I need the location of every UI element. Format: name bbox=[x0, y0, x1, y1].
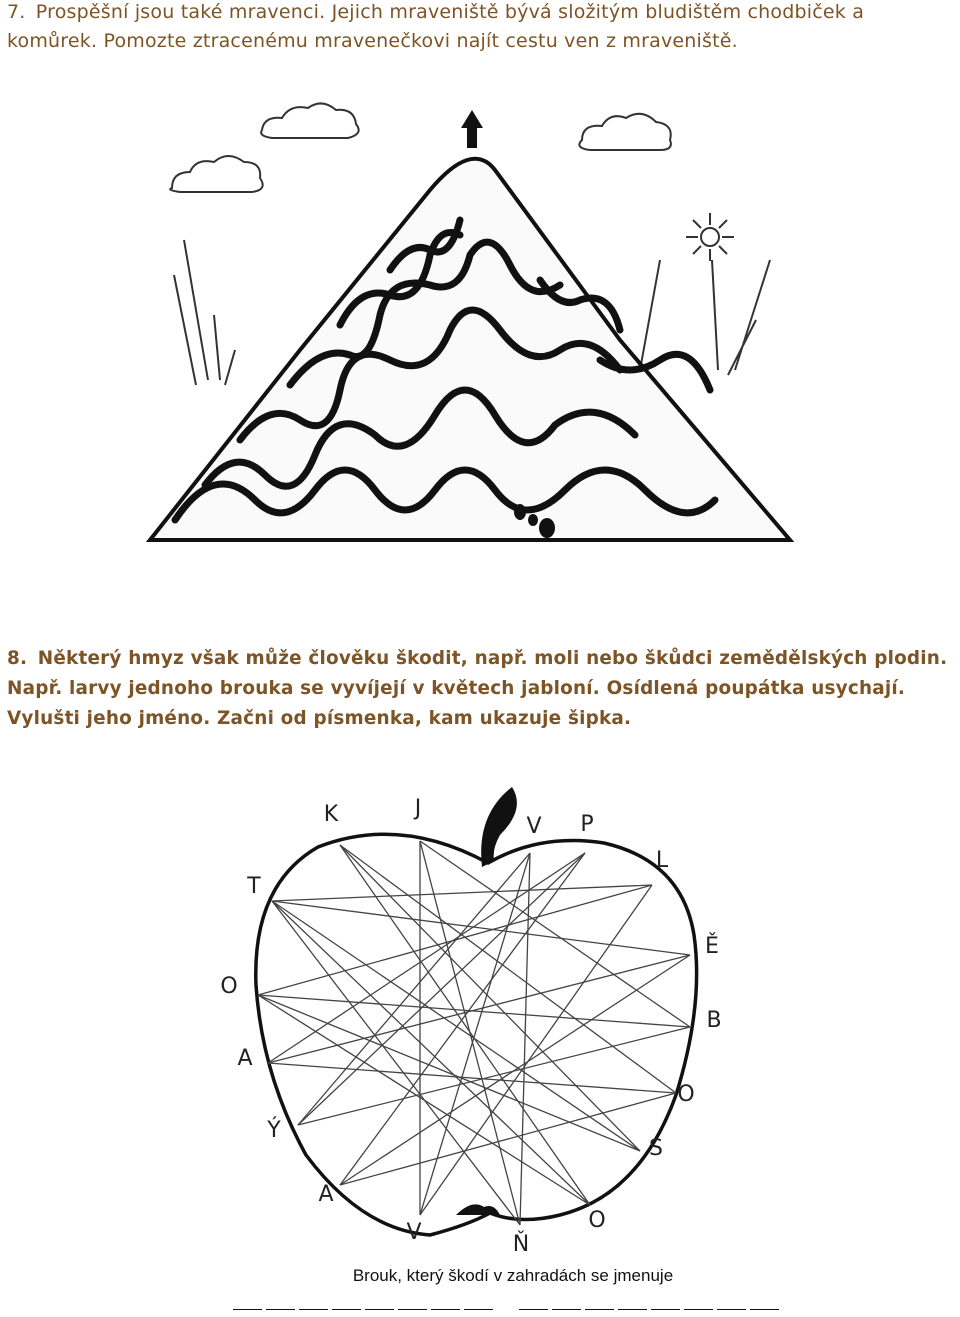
ant-maze-illustration bbox=[0, 100, 960, 570]
task-8-body: Některý hmyz však může člověku škodit, např. moli nebo škůdci zemědělských plodin. Např. larvy jednoho brouka se vyvíjejí v květech jabloní. Osídlená poupátka usychají. Vylušti jeho jméno. Začni od písmenka, kam ukazuje šipka. bbox=[7, 648, 948, 729]
cloud-icon bbox=[170, 156, 262, 192]
puzzle-line bbox=[520, 853, 530, 1225]
puzzle-line bbox=[258, 885, 652, 995]
answer-blank[interactable] bbox=[750, 1309, 779, 1310]
puzzle-line bbox=[258, 995, 640, 1151]
cloud-icon bbox=[261, 103, 359, 138]
answer-blank[interactable] bbox=[299, 1309, 328, 1310]
puzzle-letter: T bbox=[247, 874, 261, 899]
puzzle-letter: L bbox=[655, 848, 669, 873]
answer-blank[interactable] bbox=[365, 1309, 394, 1310]
puzzle-line bbox=[272, 901, 690, 955]
task-7-number: 7. bbox=[7, 1, 26, 23]
answer-blank[interactable] bbox=[464, 1309, 493, 1310]
answer-blank[interactable] bbox=[552, 1309, 581, 1310]
answer-blank[interactable] bbox=[684, 1309, 713, 1310]
puzzle-line bbox=[340, 853, 585, 1185]
puzzle-letter: P bbox=[580, 812, 594, 837]
puzzle-letter: O bbox=[588, 1208, 606, 1233]
puzzle-letter: O bbox=[220, 974, 238, 999]
puzzle-line bbox=[340, 1093, 676, 1185]
answer-blank[interactable] bbox=[398, 1309, 427, 1310]
puzzle-letter: S bbox=[649, 1136, 663, 1161]
apple-outline bbox=[256, 834, 697, 1235]
answer-blank[interactable] bbox=[431, 1309, 460, 1310]
answer-label: Brouk, který škodí v zahradách se jmenuje bbox=[352, 1266, 674, 1285]
task-8-text bbox=[7, 644, 952, 734]
answer-blank[interactable] bbox=[651, 1309, 680, 1310]
puzzle-line bbox=[420, 853, 530, 1215]
puzzle-lines bbox=[258, 841, 690, 1225]
cloud-icon bbox=[579, 114, 671, 150]
task-7-body: Prospěšní jsou také mravenci. Jejich mraveniště bývá složitým bludištěm chodbiček a komůrek. Pomozte ztracenému mravenečkovi najít cestu ven z mraveniště. bbox=[7, 1, 865, 52]
flower-icon bbox=[686, 213, 734, 370]
puzzle-letter: B bbox=[706, 1008, 722, 1033]
apple-letter-puzzle bbox=[0, 775, 960, 1255]
answer-blank[interactable] bbox=[332, 1309, 361, 1310]
puzzle-line bbox=[258, 995, 690, 1027]
answer-blank[interactable] bbox=[519, 1309, 548, 1310]
puzzle-line bbox=[268, 955, 690, 1063]
puzzle-letter: O bbox=[677, 1082, 695, 1107]
answer-blank[interactable] bbox=[618, 1309, 647, 1310]
task-7-text bbox=[7, 0, 952, 56]
puzzle-letter: A bbox=[237, 1046, 253, 1071]
answer-blank[interactable] bbox=[266, 1309, 295, 1310]
puzzle-letter: Ň bbox=[512, 1232, 530, 1255]
maze-walls bbox=[150, 159, 790, 540]
arrow-up-icon bbox=[461, 110, 483, 148]
apple-stem-icon bbox=[481, 787, 517, 867]
puzzle-letter: Ě bbox=[705, 934, 719, 959]
puzzle-letter: J bbox=[414, 796, 422, 821]
puzzle-line bbox=[340, 845, 640, 1151]
puzzle-letter: K bbox=[323, 802, 339, 827]
puzzle-letter: Ý bbox=[267, 1118, 281, 1143]
task-8-number: 8. bbox=[7, 648, 28, 669]
puzzle-line bbox=[272, 885, 652, 901]
puzzle-letter: V bbox=[526, 814, 542, 839]
answer-blank[interactable] bbox=[717, 1309, 746, 1310]
puzzle-letter: V bbox=[406, 1220, 422, 1245]
puzzle-letter: A bbox=[318, 1182, 334, 1207]
answer-blank[interactable] bbox=[233, 1309, 262, 1310]
answer-blank[interactable] bbox=[585, 1309, 614, 1310]
apple-bottom-icon bbox=[456, 1204, 500, 1215]
